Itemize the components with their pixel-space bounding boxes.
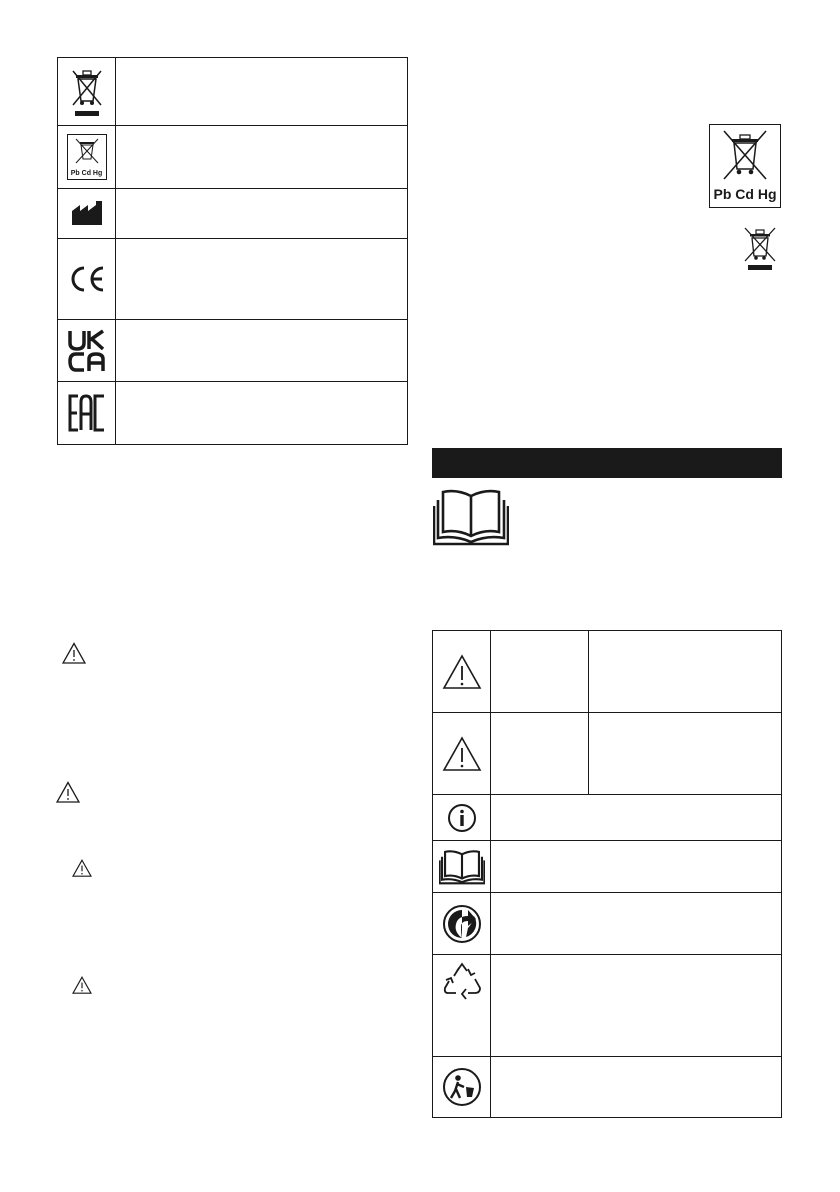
symbol-row-recycle: [433, 955, 781, 1057]
symbol-text: [116, 239, 407, 319]
symbol-row-tidyman: [433, 1057, 781, 1117]
warning-triangle-icon: [433, 631, 491, 712]
symbol-row-green-dot: [433, 893, 781, 955]
eac-mark-icon: [58, 382, 116, 444]
symbol-text: [491, 955, 781, 1056]
battery-bin-pb-cd-hg-icon: [58, 126, 116, 188]
ukca-mark-icon: [58, 320, 116, 381]
section-header-bar: [432, 448, 782, 478]
warning-triangle-icon: [72, 859, 92, 877]
warning-triangle-icon: [433, 713, 491, 794]
signal-word: [491, 631, 589, 712]
weee-bin-icon: [58, 58, 116, 125]
battery-label: Pb Cd Hg: [70, 170, 103, 177]
symbol-text: [116, 189, 407, 238]
tidyman-icon: [433, 1057, 491, 1117]
symbol-text: [116, 58, 407, 125]
warning-triangle-icon: [72, 976, 92, 994]
symbol-row-ukca: [58, 320, 407, 382]
symbol-row-eac: [58, 382, 407, 444]
info-icon: [433, 795, 491, 840]
weee-bin-icon: [737, 226, 783, 274]
battery-bin-pb-cd-hg-icon: [709, 124, 781, 208]
ce-mark-icon: [58, 239, 116, 319]
symbol-table-left: [57, 57, 408, 445]
warning-triangle-icon: [62, 642, 86, 664]
symbol-row-caution: [433, 713, 781, 795]
symbol-text: [491, 1057, 781, 1117]
warning-triangle-icon: [56, 781, 80, 803]
symbol-text: [116, 126, 407, 188]
symbol-text: [491, 893, 781, 954]
symbol-row-info: [433, 795, 781, 841]
symbol-row-ce: [58, 239, 407, 320]
manual-book-icon: [433, 488, 509, 546]
symbol-table-right: [432, 630, 782, 1118]
green-dot-icon: [433, 893, 491, 954]
symbol-text: [116, 320, 407, 381]
recycle-icon: [433, 955, 491, 1056]
symbol-row-manual: [433, 841, 781, 893]
symbol-row-warning: [433, 631, 781, 713]
symbol-row-manufacturer: [58, 189, 407, 239]
manual-book-icon: [433, 841, 491, 892]
symbol-text: [116, 382, 407, 444]
symbol-row-weee: [58, 58, 407, 126]
symbol-text: [491, 795, 781, 840]
symbol-text: [589, 713, 781, 794]
signal-word: [491, 713, 589, 794]
symbol-text: [491, 841, 781, 892]
battery-label: Pb Cd Hg: [713, 186, 777, 202]
symbol-text: [589, 631, 781, 712]
manufacturer-icon: [58, 189, 116, 238]
symbol-row-battery: [58, 126, 407, 189]
